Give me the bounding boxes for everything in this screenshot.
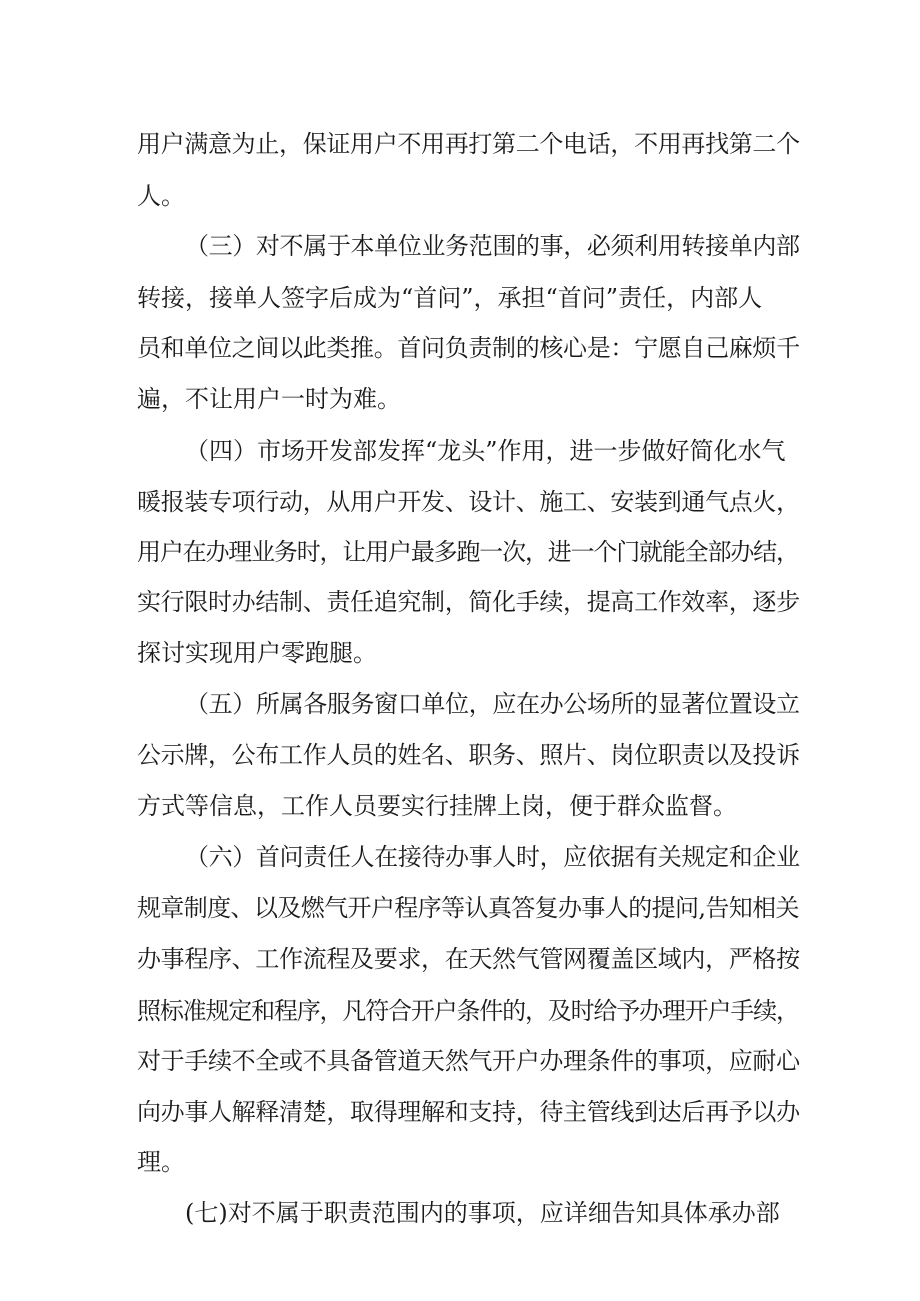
text-line: 实行限时办结制、责任追究制，简化手续，提高工作效率，逐步 xyxy=(137,588,800,616)
text-line: (七)对不属于职责范围内的事项，应详细告知具体承办部 xyxy=(185,1199,780,1227)
text-line: 暖报装专项行动，从用户开发、设计、施工、安装到通气点火， xyxy=(137,488,800,516)
text-line: 遍，不让用户一时为难。 xyxy=(137,385,401,413)
text-line: 对于手续不全或不具备管道天然气开户办理条件的事项，应耐心 xyxy=(137,1047,800,1075)
text-line: （三）对不属于本单位业务范围的事，必须利用转接单内部 xyxy=(185,232,800,260)
text-line: （四）市场开发部发挥“龙头”作用，进一步做好简化水气 xyxy=(185,437,786,465)
text-line: （六）首问责任人在接待办事人时，应依据有关规定和企业 xyxy=(185,843,800,871)
text-line: 人。 xyxy=(137,182,185,210)
text-line: 用户在办理业务时，让用户最多跑一次，进一个门就能全部办结， xyxy=(137,538,799,566)
text-line: 照标准规定和程序，凡符合开户条件的，及时给予办理开户手续， xyxy=(137,997,799,1025)
text-line: 方式等信息，工作人员要实行挂牌上岗，便于群众监督。 xyxy=(137,792,737,820)
text-line: 办事程序、工作流程及要求，在天然气管网覆盖区域内，严格按 xyxy=(137,945,800,973)
text-line: 探讨实现用户零跑腿。 xyxy=(137,639,377,667)
text-line: 规章制度、以及燃气开户程序等认真答复办事人的提问,告知相关 xyxy=(137,894,799,922)
text-line: 理。 xyxy=(137,1148,185,1176)
text-line: 转接，接单人签字后成为“首问”，承担“首问”责任，内部人 xyxy=(137,284,763,312)
text-line: （五）所属各服务窗口单位，应在办公场所的显著位置设立 xyxy=(185,690,800,718)
text-line: 用户满意为止，保证用户不用再打第二个电话，不用再找第二个 xyxy=(137,130,800,158)
text-line: 员和单位之间以此类推。首问负责制的核心是：宁愿自己麻烦千 xyxy=(137,334,800,362)
text-line: 向办事人解释清楚，取得理解和支持，待主管线到达后再予以办 xyxy=(137,1098,800,1126)
text-line: 公示牌，公布工作人员的姓名、职务、照片、岗位职责以及投诉 xyxy=(137,741,800,769)
